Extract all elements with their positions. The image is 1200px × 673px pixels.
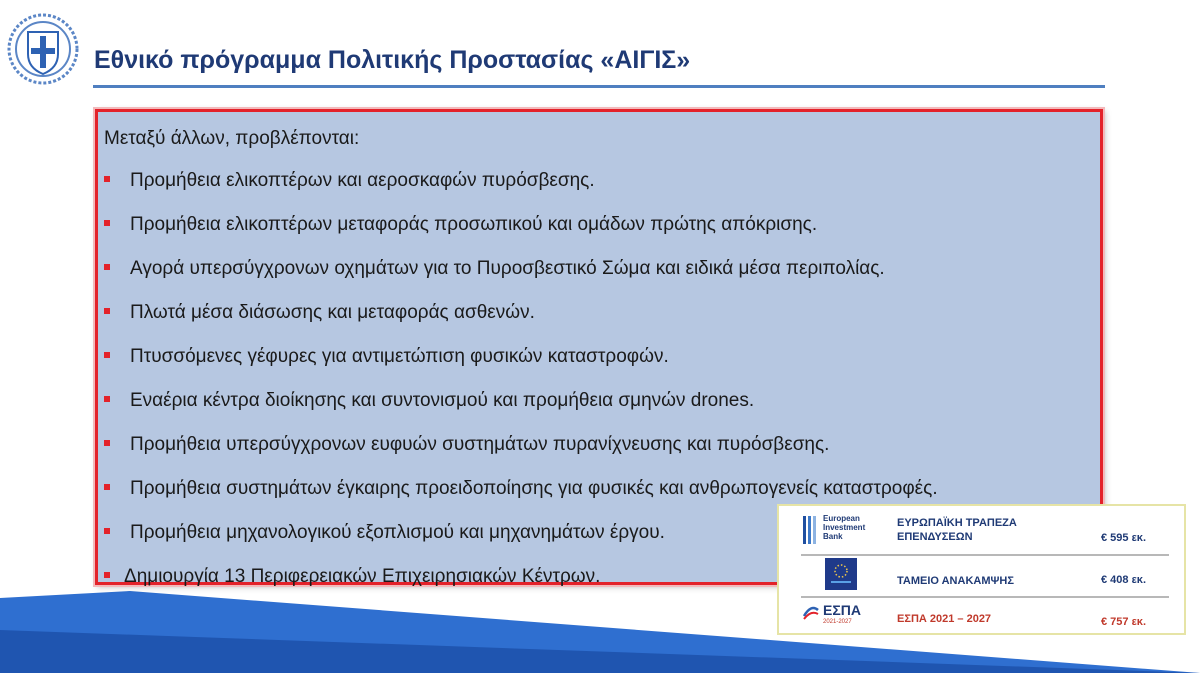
eib-logo-line3: Bank — [823, 532, 843, 541]
intro-text: Μεταξύ άλλων, προβλέπονται: — [104, 128, 360, 149]
espa-logo-text: ΕΣΠΑ — [823, 602, 861, 618]
bullet-square-icon — [104, 528, 110, 534]
title-underline — [93, 85, 1105, 88]
recovery-fund-logo-icon — [825, 558, 857, 590]
espa-amount: € 757 εκ. — [1101, 616, 1146, 628]
espa-label: ΕΣΠΑ 2021 – 2027 — [897, 613, 992, 625]
eib-logo-line2: Investment — [823, 523, 866, 532]
eib-amount: € 595 εκ. — [1101, 532, 1146, 544]
eib-logo-line1: European — [823, 514, 860, 523]
bullet-square-icon — [104, 484, 110, 490]
bullet-square-icon — [104, 220, 110, 226]
eib-label: ΕΥΡΩΠΑΪΚΗ ΤΡΑΠΕΖΑ ΕΠΕΝΔΥΣΕΩΝ — [897, 517, 1017, 543]
espa-logo-sub: 2021-2027 — [823, 619, 852, 625]
espa-logo — [801, 602, 881, 628]
page-title: Εθνικό πρόγραμμα Πολιτικής Προστασίας «ΑΙΓΙΣ» — [94, 46, 691, 74]
greek-coat-of-arms-icon — [6, 12, 80, 86]
recovery-fund-amount: € 408 εκ. — [1101, 574, 1146, 586]
bullet-square-icon — [104, 264, 110, 270]
slide: Εθνικό πρόγραμμα Πολιτικής Προστασίας «ΑΙΓΙΣ» Μεταξύ άλλων, προβλέπονται: Προμήθεια ελικοπτέρων και αεροσκαφών πυρόσβεσης. Προμήθεια ελικοπτέρων μεταφοράς προσωπικού και ομάδων πρώτης απόκρισης. Αγορά υπερσύγχρονων οχημάτων για το Πυροσβεστικό Σώμα και ειδικά μέσα περιπολίας. Πλωτά μέσα διάσωσης και μεταφοράς ασθενών. Πτυσσόμενες γέφυρες για αντιμετώπιση φυσικών καταστροφών. Εναέρια κέντρα διοίκησης και συντονισμού και προμήθεια σμηνών drones. Προμήθεια υπερσύγχρονων ευφυών συστημάτων πυρανίχνευσης και πυρόσβεσης. Προμήθεια συστημάτων έγκαιρης προειδοποίησης για φυσικές και ανθρωπογενείς καταστροφές. Προμήθεια μηχανολογικού εξοπλισμού και μηχανημάτων έργου. Δημιουργία 13 Περιφερειακών Επιχειρησιακών Κέντρων. European Investment Bank ΕΥΡΩΠΑΪΚΗ ΤΡΑΠΕΖΑ ΕΠΕΝΔΥΣΕΩΝ € 595 εκ. ΤΑΜΕΙΟ ΑΝΑΚΑΜΨΗΣ € 408 εκ. ΕΣΠΑ 2021-2027 ΕΣΠΑ 2021 – 2027 € 757 εκ. — [0, 0, 1200, 673]
funding-row-recovery — [779, 556, 1184, 596]
bullet-square-icon — [104, 352, 110, 358]
recovery-fund-label: ΤΑΜΕΙΟ ΑΝΑΚΑΜΨΗΣ — [897, 575, 1014, 587]
bullet-square-icon — [104, 176, 110, 182]
bullet-square-icon — [104, 440, 110, 446]
funding-row-eib — [779, 506, 1184, 552]
bullet-square-icon — [104, 396, 110, 402]
funding-sources-panel — [777, 504, 1186, 635]
funding-row-espa — [779, 598, 1184, 634]
espa-swirl-icon — [801, 602, 821, 622]
bullet-square-icon — [104, 572, 110, 578]
eib-bars-icon — [801, 514, 819, 546]
eib-logo — [801, 514, 891, 548]
bullet-square-icon — [104, 308, 110, 314]
